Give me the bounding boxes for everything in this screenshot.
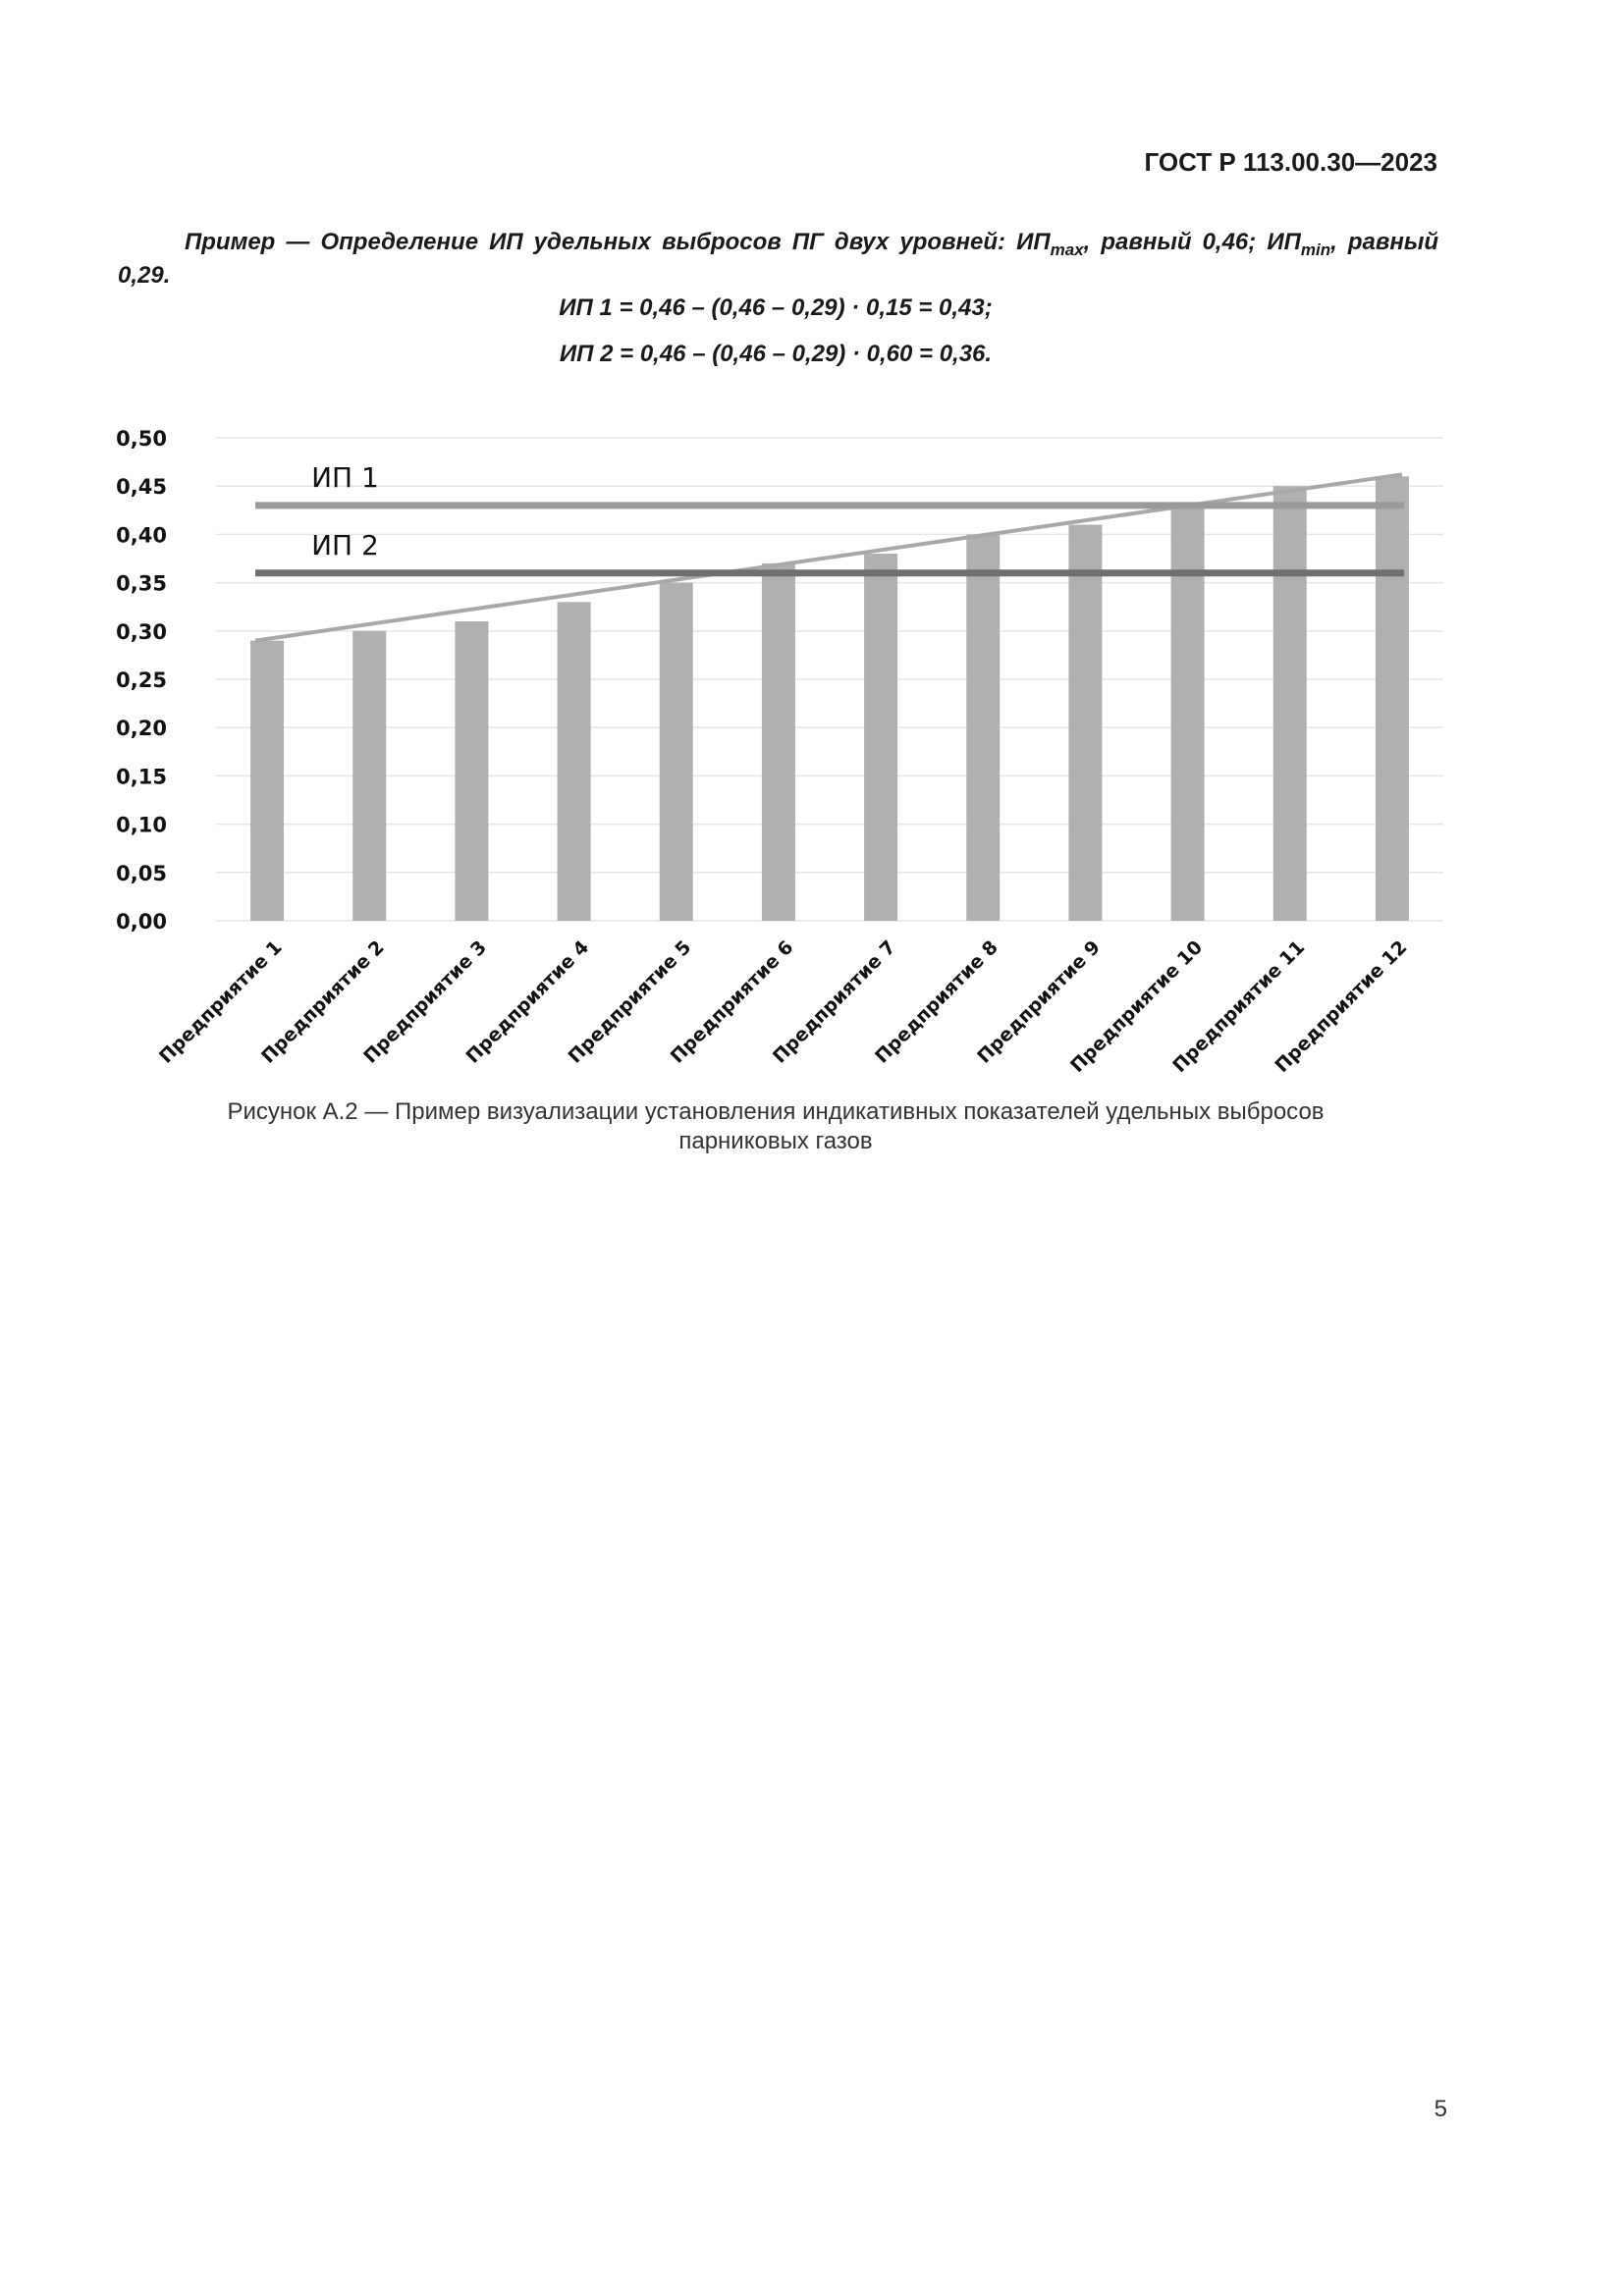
example-text-3: , равный 0,29. (118, 229, 1438, 289)
example-text-1: Пример — Определение ИП удельных выбросов ПГ двух уровней: ИП (185, 229, 1051, 255)
y-tick-label: 0,05 (116, 861, 167, 885)
reference-line-label: ИП 2 (311, 528, 379, 561)
page-number: 5 (1434, 2096, 1447, 2122)
y-tick-label: 0,45 (116, 475, 167, 500)
subscript-max: max (1050, 240, 1084, 259)
x-category-label: Предприятие 8 (871, 935, 1002, 1068)
y-tick-label: 0,10 (116, 813, 167, 837)
bar (250, 641, 284, 921)
bar (352, 631, 386, 921)
x-category-label: Предприятие 4 (461, 935, 594, 1068)
document-code: ГОСТ Р 113.00.30—2023 (1144, 147, 1437, 177)
x-category-label: Предприятие 5 (564, 935, 696, 1068)
bar (455, 621, 488, 921)
y-tick-label: 0,40 (116, 523, 167, 548)
bar (864, 554, 897, 921)
formula-ip2: ИП 2 = 0,46 – (0,46 – 0,29) · 0,60 = 0,36. (559, 341, 993, 367)
x-category-label: Предприятие 11 (1168, 935, 1310, 1077)
bar (762, 563, 795, 921)
emissions-chart (98, 412, 1473, 1090)
bar (1171, 506, 1205, 921)
formula-ip1: ИП 1 = 0,46 – (0,46 – 0,29) · 0,15 = 0,43; (559, 294, 993, 321)
x-category-label: Предприятие 2 (257, 935, 389, 1068)
example-paragraph (118, 226, 1438, 293)
x-category-label: Предприятие 10 (1066, 935, 1208, 1077)
x-category-label: Предприятие 7 (768, 935, 900, 1068)
y-tick-label: 0,20 (116, 717, 167, 741)
trend-line (255, 474, 1402, 640)
bar (558, 602, 591, 921)
y-tick-label: 0,25 (116, 668, 167, 692)
y-tick-label: 0,00 (116, 910, 167, 934)
reference-line-label: ИП 1 (311, 460, 379, 494)
figure-caption (0, 1097, 1551, 1156)
y-tick-label: 0,35 (116, 571, 167, 596)
y-tick-label: 0,15 (116, 765, 167, 789)
x-category-label: Предприятие 3 (359, 935, 491, 1068)
bar (1068, 525, 1102, 921)
bar (660, 583, 693, 921)
x-category-label: Предприятие 6 (666, 935, 798, 1068)
x-category-label: Предприятие 9 (973, 935, 1105, 1068)
subscript-min: min (1300, 240, 1331, 259)
y-tick-label: 0,50 (116, 427, 167, 451)
caption-line-1: Рисунок А.2 — Пример визуализации установления индикативных показателей удельных выбросов (227, 1098, 1325, 1125)
bar (966, 534, 1000, 921)
bar (1376, 476, 1409, 921)
caption-line-2: парниковых газов (678, 1128, 873, 1154)
example-text-2: , равный 0,46; ИП (1083, 229, 1301, 255)
x-category-label: Предприятие 12 (1271, 935, 1412, 1077)
bar (1273, 486, 1307, 921)
x-category-label: Предприятие 1 (154, 935, 287, 1068)
y-tick-label: 0,30 (116, 619, 167, 644)
